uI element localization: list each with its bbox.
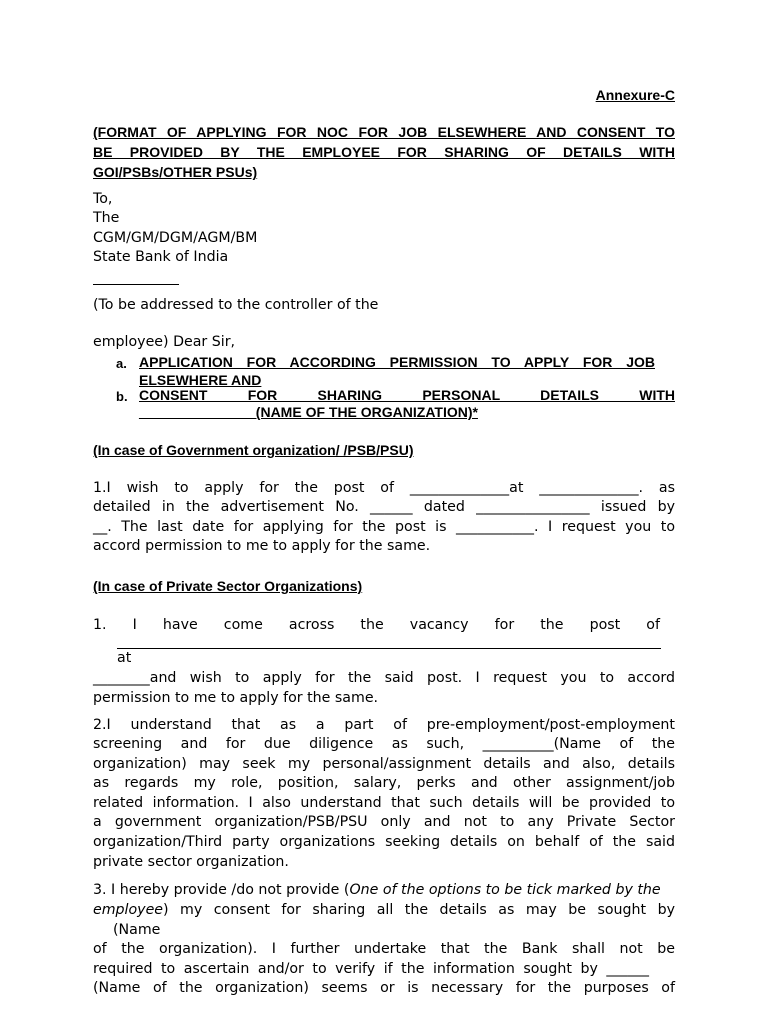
para3-line-5: required to ascertain and/or to verify if the information sought by ______ xyxy=(93,961,649,977)
para3-line-3: (Name xyxy=(113,922,161,938)
para2-line-1: 2.I understand that as a part of pre-employment/post-employment xyxy=(93,717,675,733)
govt-para-line-3: __. The last date for applying for the post is ___________. I request you to xyxy=(93,519,675,535)
private-post-blank-line xyxy=(117,648,661,649)
title-line-1: (FORMAT OF APPLYING FOR NOC FOR JOB ELSEWHERE AND CONSENT TO xyxy=(93,124,675,140)
subject-a-line-2: ELSEWHERE AND xyxy=(139,372,262,388)
subject-a-line-1: APPLICATION FOR ACCORDING PERMISSION TO APPLY FOR JOB xyxy=(139,354,655,370)
para2-line-2: screening and for due diligence as such, __________(Name of the xyxy=(93,736,675,752)
para3-line-2 xyxy=(93,902,675,918)
private-para-line-4: permission to me to apply for the same. xyxy=(93,690,379,706)
para2-line-7: organization/Third party organizations seeking details on behalf of the said xyxy=(93,834,675,850)
address-blank-line xyxy=(93,284,179,285)
title-line-3: GOI/PSBs/OTHER PSUs) xyxy=(93,164,258,180)
private-para-line-2: at xyxy=(117,650,132,666)
subject-b-line-2: _______________(NAME OF THE ORGANIZATION)* xyxy=(139,404,478,420)
address-designation: CGM/GM/DGM/AGM/BM xyxy=(93,230,258,246)
para3-line-2-italic: employee xyxy=(93,902,164,918)
subject-a-marker: a. xyxy=(116,356,127,371)
para2-line-4: as regards my role, position, salary, perks and other assignment/job xyxy=(93,775,675,791)
private-para-line-3: ________and wish to apply for the said post. I request you to accord xyxy=(93,670,675,686)
govt-heading: (In case of Government organization/ /PSB/PSU) xyxy=(93,442,414,458)
para2-line-3: organization) may seek my personal/assignment details and also, details xyxy=(93,756,675,772)
annexure-label: Annexure-C xyxy=(595,87,675,103)
address-to: To, xyxy=(93,191,113,207)
salutation: employee) Dear Sir, xyxy=(93,334,236,350)
subject-b-marker: b. xyxy=(116,389,128,404)
subject-b-line-1: CONSENT FOR SHARING PERSONAL DETAILS WITH xyxy=(139,387,675,403)
para3-line-6: (Name of the organization) seems or is necessary for the purposes of xyxy=(93,980,675,996)
para2-line-5: related information. I also understand that such details will be provided to xyxy=(93,795,675,811)
govt-para-line-1: 1.I wish to apply for the post of ______________at ______________. as xyxy=(93,480,675,496)
govt-para-line-4: accord permission to me to apply for the same. xyxy=(93,538,431,554)
para3-line-2-text: ) my consent for sharing all the details as may be sought by xyxy=(163,902,675,918)
address-the: The xyxy=(93,210,120,226)
para3-line-1-italic: One of the options to be tick marked by the xyxy=(349,882,661,898)
private-heading: (In case of Private Sector Organizations) xyxy=(93,578,363,594)
title-line-2: BE PROVIDED BY THE EMPLOYEE FOR SHARING OF DETAILS WITH xyxy=(93,144,675,160)
private-para-line-1: 1. I have come across the vacancy for the post of xyxy=(93,617,660,633)
para3-line-4: of the organization). I further undertake that the Bank shall not be xyxy=(93,941,675,957)
para3-line-1-text: 3. I hereby provide /do not provide ( xyxy=(93,882,350,898)
para2-line-6: a government organization/PSB/PSU only and not to any Private Sector xyxy=(93,814,675,830)
para3-line-1 xyxy=(93,882,661,898)
govt-para-line-2: detailed in the advertisement No. ______ dated ________________ issued by xyxy=(93,499,675,515)
para2-line-8: private sector organization. xyxy=(93,854,289,870)
addressed-note: (To be addressed to the controller of the xyxy=(93,297,379,313)
address-bank: State Bank of India xyxy=(93,249,229,265)
